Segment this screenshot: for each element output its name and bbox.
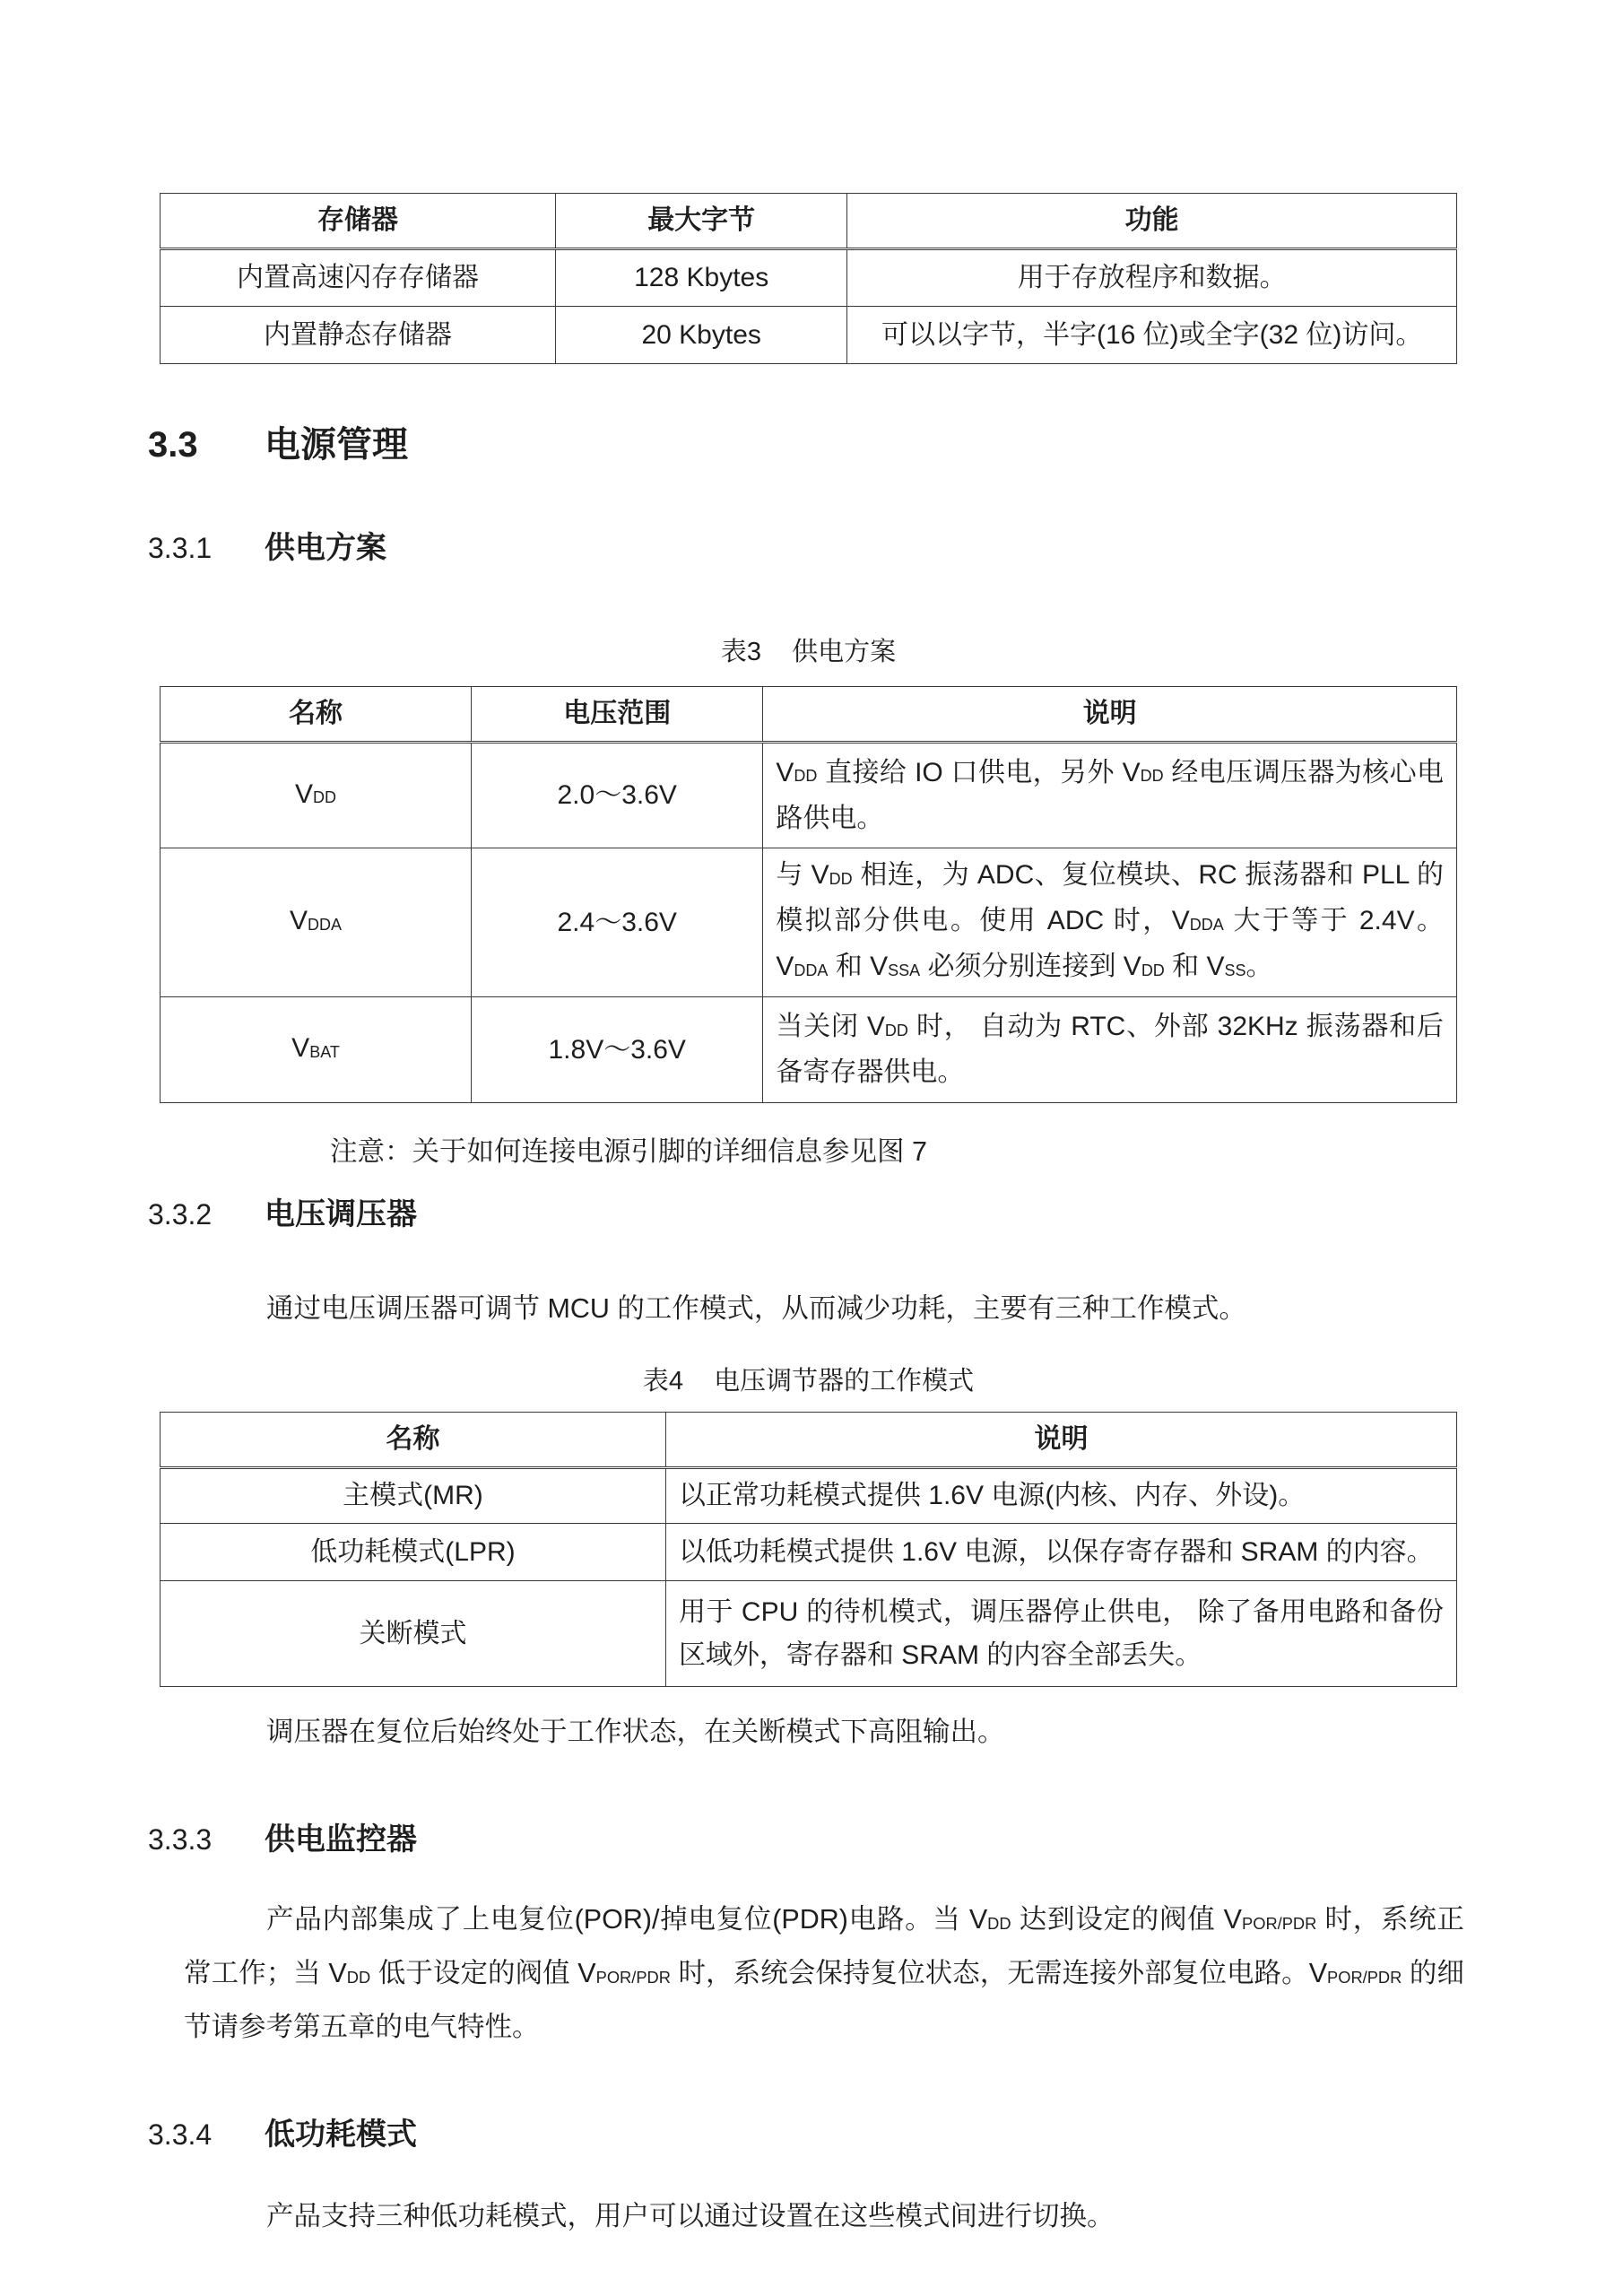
table4-caption-label: 表4 — [642, 1367, 684, 1396]
power-supply-table — [160, 686, 1457, 1103]
vdda-desc: 与 $V_{DD}$ 相连，为 ADC、复位模块、RC 振荡器和 PLL 的模拟部分供电。使用 ADC 时，$V_{DDA}$ 大于等于 2.4V。$V_{DDA}$ 和 $V_{SSA}$ 必须分别连接到 $V_{DD}$ 和 $V_{SS}$。 — [763, 848, 1457, 997]
mode-lpr-desc: 以低功耗模式提供 1.6V 电源，以保存寄存器和 SRAM 的内容。 — [665, 1524, 1456, 1581]
memory-flash-name: 内置高速闪存存储器 — [161, 249, 556, 307]
paragraph-voltage-regulator: 通过电压调压器可调节 MCU 的工作模式，从而减少功耗，主要有三种工作模式。 — [266, 1293, 1246, 1324]
table3-header-row — [161, 687, 1457, 743]
mode-mr-name: 主模式(MR) — [161, 1468, 666, 1524]
section-title: 电压调压器 — [265, 1197, 417, 1231]
section-title: 供电方案 — [265, 531, 386, 565]
table4-header-name: 名称 — [161, 1413, 666, 1468]
memory-sram-size: 20 Kbytes — [556, 307, 847, 364]
memory-table-header-row — [161, 194, 1457, 249]
table-row — [161, 307, 1457, 364]
vbat-name: $V_{BAT}$ — [161, 997, 472, 1103]
table-row — [161, 249, 1457, 307]
section-heading-3-3 — [148, 416, 1623, 467]
mode-off-desc: 用于 CPU 的待机模式，调压器停止供电， 除了备用电路和备份区域外，寄存器和 SRAM 的内容全部丢失。 — [665, 1581, 1456, 1687]
regulator-modes-table — [160, 1412, 1457, 1687]
section-heading-3-3-1 — [148, 523, 1623, 567]
paragraph-low-power-modes: 产品支持三种低功耗模式，用户可以通过设置在这些模式间进行切换。 — [266, 2201, 1115, 2231]
table-row — [161, 997, 1457, 1103]
table4-caption — [160, 1361, 1457, 1397]
table3-caption-title: 供电方案 — [792, 638, 897, 666]
section-title: 低功耗模式 — [265, 2118, 417, 2152]
section-number: 3.3.1 — [148, 532, 213, 564]
section-number: 3.3.2 — [148, 1198, 213, 1231]
section-title: 供电监控器 — [265, 1822, 417, 1857]
table3-header-name: 名称 — [161, 687, 472, 743]
vbat-range: 1.8V～3.6V — [472, 997, 763, 1103]
table4-header-desc: 说明 — [665, 1413, 1456, 1468]
section-heading-3-3-3 — [148, 1814, 1623, 1858]
memory-header-storage: 存储器 — [161, 194, 556, 249]
table3-caption — [160, 631, 1457, 668]
table-row — [161, 743, 1457, 848]
table-row — [161, 1468, 1457, 1524]
table4-caption-title: 电压调节器的工作模式 — [714, 1367, 975, 1396]
vdd-name: $V_{DD}$ — [161, 743, 472, 848]
mode-off-name: 关断模式 — [161, 1581, 666, 1687]
vdda-range: 2.4～3.6V — [472, 848, 763, 997]
vbat-desc: 当关闭 $V_{DD}$ 时， 自动为 RTC、外部 32KHz 振荡器和后备寄存器供电。 — [763, 997, 1457, 1103]
mode-mr-desc: 以正常功耗模式提供 1.6V 电源(内核、内存、外设)。 — [665, 1468, 1456, 1524]
memory-table — [160, 193, 1457, 364]
paragraph-power-monitor: 产品内部集成了上电复位(POR)/掉电复位(PDR)电路。当 $V_{DD}$ 达到设定的阀值 $V_{POR/PDR}$ 时，系统正常工作；当 $V_{DD}$ 低于设定的阀值 $V_{POR/PDR}$ 时，系统会保持复位状态，无需连接外部复位电路。$V_{POR/PDR}$ 的细节请参考第五章的电气特性。 — [184, 1904, 1464, 2042]
section-number: 3.3 — [148, 425, 198, 465]
section-number: 3.3.3 — [148, 1823, 213, 1856]
section-heading-3-3-4 — [148, 2109, 1623, 2153]
section-number: 3.3.4 — [148, 2118, 213, 2151]
paragraph-regulator-state: 调压器在复位后始终处于工作状态，在关断模式下高阻输出。 — [266, 1717, 1005, 1747]
mode-lpr-name: 低功耗模式(LPR) — [161, 1524, 666, 1581]
table3-header-range: 电压范围 — [472, 687, 763, 743]
table3-note: 注意：关于如何连接电源引脚的详细信息参见图 7 — [330, 1136, 927, 1167]
table-row — [161, 1581, 1457, 1687]
memory-flash-function: 用于存放程序和数据。 — [847, 249, 1457, 307]
memory-flash-size: 128 Kbytes — [556, 249, 847, 307]
table3-header-desc: 说明 — [763, 687, 1457, 743]
vdd-range: 2.0～3.6V — [472, 743, 763, 848]
table-row — [161, 848, 1457, 997]
section-title: 电源管理 — [265, 425, 408, 465]
memory-header-function: 功能 — [847, 194, 1457, 249]
memory-header-maxbytes: 最大字节 — [556, 194, 847, 249]
memory-sram-function: 可以以字节，半字(16 位)或全字(32 位)访问。 — [847, 307, 1457, 364]
table4-header-row — [161, 1413, 1457, 1468]
table-row — [161, 1524, 1457, 1581]
vdda-name: $V_{DDA}$ — [161, 848, 472, 997]
table3-caption-label: 表3 — [720, 638, 762, 666]
section-heading-3-3-2 — [148, 1189, 1623, 1233]
vdd-desc: $V_{DD}$ 直接给 IO 口供电，另外 $V_{DD}$ 经电压调压器为核心电路供电。 — [763, 743, 1457, 848]
memory-sram-name: 内置静态存储器 — [161, 307, 556, 364]
